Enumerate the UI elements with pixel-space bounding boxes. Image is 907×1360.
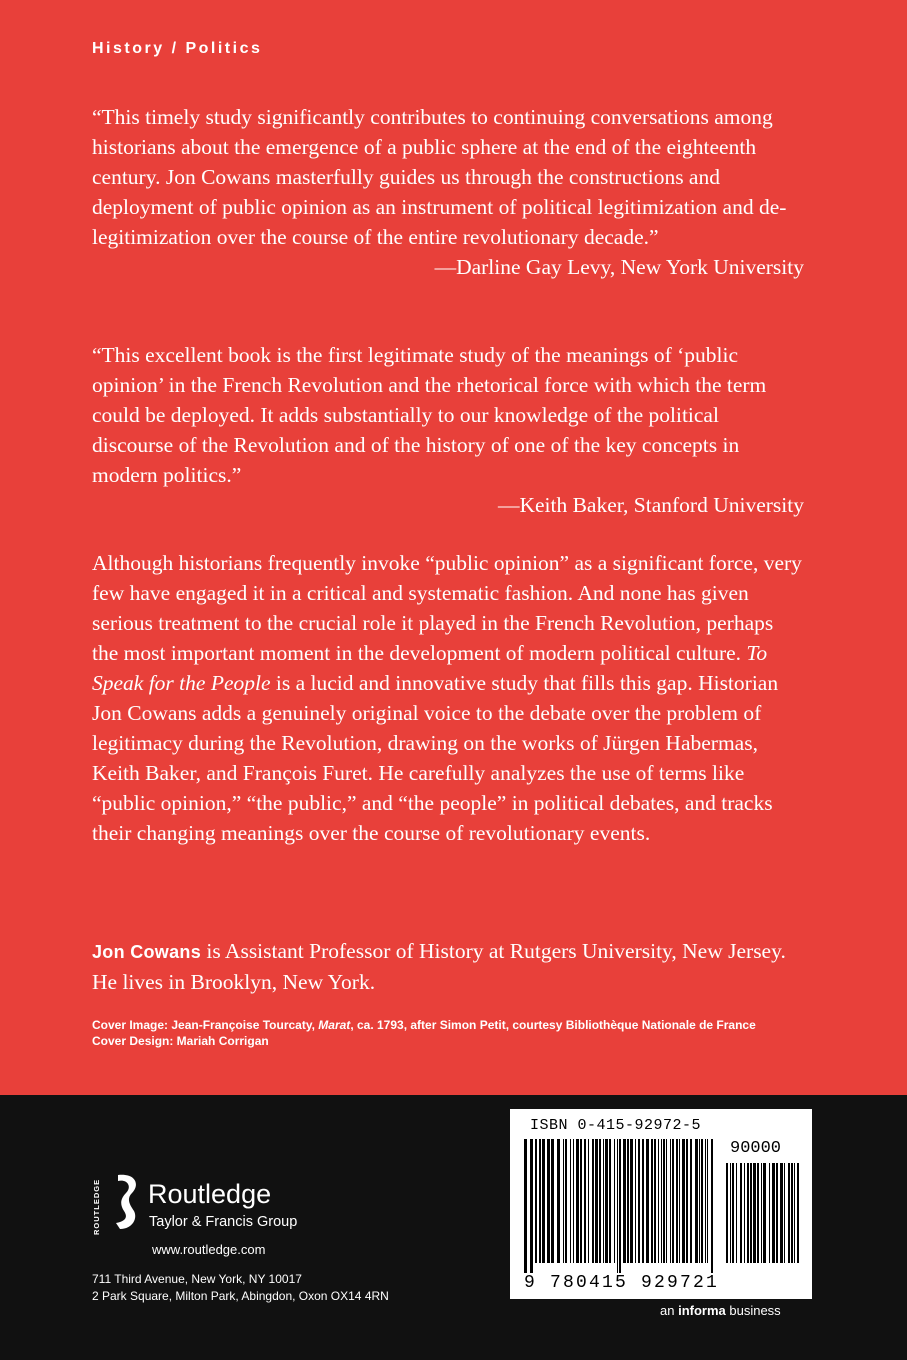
barcode-bar (730, 1163, 731, 1263)
address-line-1: 711 Third Avenue, New York, NY 10017 (92, 1272, 302, 1286)
barcode-bar (551, 1139, 554, 1263)
endorsement-quote-1 (92, 102, 804, 282)
barcode-bar (772, 1163, 775, 1263)
barcode-panel (510, 1109, 812, 1299)
barcode-bar (695, 1139, 698, 1263)
barcode-bar (651, 1139, 653, 1263)
barcode-bar (672, 1139, 674, 1263)
barcode-bar (670, 1139, 671, 1263)
barcode-bar (609, 1139, 611, 1263)
barcode-bar (757, 1163, 759, 1263)
barcode-bar (663, 1139, 665, 1263)
cover-design-credit: Cover Design: Mariah Corrigan (92, 1034, 269, 1048)
cover-credits (92, 1017, 804, 1049)
barcode-bar (654, 1139, 656, 1263)
barcode-bar (573, 1139, 574, 1263)
price-code: 90000 (730, 1139, 782, 1158)
barcode-bar (701, 1139, 703, 1263)
barcode-bar (736, 1163, 737, 1263)
publisher-address (92, 1271, 389, 1305)
barcode-bar (603, 1139, 604, 1263)
barcode-bar (530, 1139, 533, 1273)
barcode-bar (614, 1139, 615, 1263)
isbn-label: ISBN 0-415-92972-5 (530, 1117, 702, 1134)
barcode-bar (690, 1139, 692, 1263)
barcode-bar (679, 1139, 680, 1263)
quote-attribution: —Darline Gay Levy, New York University (434, 255, 804, 279)
publisher-name: Routledge (148, 1179, 272, 1209)
barcode-bar (524, 1139, 527, 1273)
cover-image-credit (92, 1017, 804, 1033)
barcode-bar (642, 1139, 644, 1263)
routledge-logo-icon (110, 1171, 144, 1233)
barcode-bar (630, 1139, 633, 1263)
barcode-bar (686, 1139, 688, 1263)
addon-barcode (726, 1163, 800, 1273)
barcode-bar (726, 1163, 728, 1263)
description-part-1: Although historians frequently invoke “public opinion” as a significant force, very few have engaged it in a critical and systematic fashion. And none has given serious treatment to the crucial role it played in the French Revolution, perhaps the most important moment in the development of modern political culture. (92, 551, 802, 665)
barcode-bar (557, 1139, 560, 1263)
barcode-bar (576, 1139, 579, 1263)
barcode-bar (619, 1139, 621, 1273)
barcode-bar (565, 1139, 567, 1263)
barcode-bar (791, 1163, 793, 1263)
quote-text: “This excellent book is the first legitimate study of the meanings of ‘public opinion’ in the French Revolution and the rhetorical force with which the term could be deployed. It adds substantially to our knowledge of the political discourse of the Revolution and of the history of one of the key concepts in modern politics.” (92, 343, 767, 487)
publisher-vertical-text: ROUTLEDGE (92, 1178, 101, 1235)
barcode-bar (570, 1139, 571, 1263)
barcode-bar (588, 1139, 589, 1263)
barcode-bar (580, 1139, 582, 1263)
barcode-bar (676, 1139, 678, 1263)
barcode-bar (547, 1139, 550, 1263)
barcode-bar (592, 1139, 594, 1263)
barcode-bar (753, 1163, 756, 1263)
informa-post: business (725, 1303, 781, 1318)
credit-artwork-title: Marat (318, 1018, 351, 1032)
author-name: Jon Cowans (92, 942, 202, 962)
barcode-bar (627, 1139, 629, 1263)
barcode-bar (646, 1139, 649, 1263)
ean-barcode (524, 1139, 714, 1273)
endorsement-quote-2 (92, 340, 804, 520)
barcode-bar (705, 1139, 706, 1263)
barcode-bar (747, 1163, 749, 1263)
barcode-bar (666, 1139, 667, 1263)
publisher-website[interactable]: www.routledge.com (152, 1242, 266, 1257)
barcode-bar (780, 1163, 783, 1263)
book-description (92, 548, 804, 848)
barcode-bar (750, 1163, 752, 1263)
credit-prefix: Cover Image: Jean-Françoise Tourcaty, (92, 1018, 319, 1032)
barcode-bar (535, 1139, 537, 1263)
credit-suffix: , ca. 1793, after Simon Petit, courtesy Bibliothèque Nationale de France (350, 1018, 756, 1032)
barcode-bar (788, 1163, 790, 1263)
publisher-group: Taylor & Francis Group (149, 1214, 298, 1230)
barcode-bar (635, 1139, 636, 1263)
quote-attribution: —Keith Baker, Stanford University (497, 493, 804, 517)
barcode-bar (661, 1139, 662, 1263)
barcode-bar (682, 1139, 685, 1263)
barcode-bar (542, 1139, 545, 1263)
barcode-bar (605, 1139, 608, 1263)
barcode-bar (732, 1163, 734, 1263)
ean-number: 9 780415 929721 (524, 1273, 720, 1293)
informa-pre: an (660, 1303, 679, 1318)
barcode-bar (776, 1163, 778, 1263)
barcode-bar (744, 1163, 745, 1263)
description-part-2: is a lucid and innovative study that fills this gap. Historian Jon Cowans adds a genuinely original voice to the debate over the problem of legitimacy during the Revolution, drawing on the works of Jürgen Habermas, Keith Baker, and François Furet. He carefully analyzes the use of terms like “public opinion,” “the public,” and “the people” in political debates, and tracks their changing meanings over the course of revolutionary events. (92, 671, 779, 845)
publisher-band (0, 1095, 907, 1360)
barcode-bar (623, 1139, 626, 1263)
description-text (92, 548, 804, 848)
address-line-2: 2 Park Square, Milton Park, Abingdon, Oxon OX14 4RN (92, 1289, 389, 1303)
book-title: To Speak for the People (92, 641, 768, 695)
barcode-bar (769, 1163, 770, 1263)
barcode-bar (797, 1163, 799, 1263)
barcode-bar (595, 1139, 598, 1263)
barcode-bar (584, 1139, 586, 1263)
barcode-bar (699, 1139, 700, 1263)
barcode-bar (761, 1163, 762, 1263)
barcode-bar (794, 1163, 795, 1263)
barcode-bar (539, 1139, 541, 1263)
barcode-bar (599, 1139, 601, 1263)
barcode-bar (763, 1163, 766, 1263)
barcode-bar (707, 1139, 708, 1263)
author-bio-text: is Assistant Professor of History at Rutgers University, New Jersey. He lives in Brooklyn, New York. (92, 939, 786, 994)
barcode-bar (711, 1139, 713, 1273)
quote-text: “This timely study significantly contributes to continuing conversations among historians about the emergence of a public sphere at the end of the eighteenth century. Jon Cowans masterfully guides us through the constructions and deployment of public opinion as an instrument of political legitimization and de-legitimization over the course of the entire revolutionary decade.” (92, 105, 787, 249)
category-label: History / Politics (92, 40, 263, 57)
barcode-bar (740, 1163, 742, 1263)
barcode-bar (638, 1139, 640, 1263)
informa-brand: informa (678, 1303, 726, 1318)
barcode-bar (563, 1139, 564, 1263)
barcode-bar (658, 1139, 659, 1263)
barcode-bar (617, 1139, 618, 1273)
author-bio (92, 936, 804, 997)
barcode-bar (784, 1163, 785, 1263)
informa-business-tagline (660, 1303, 781, 1318)
